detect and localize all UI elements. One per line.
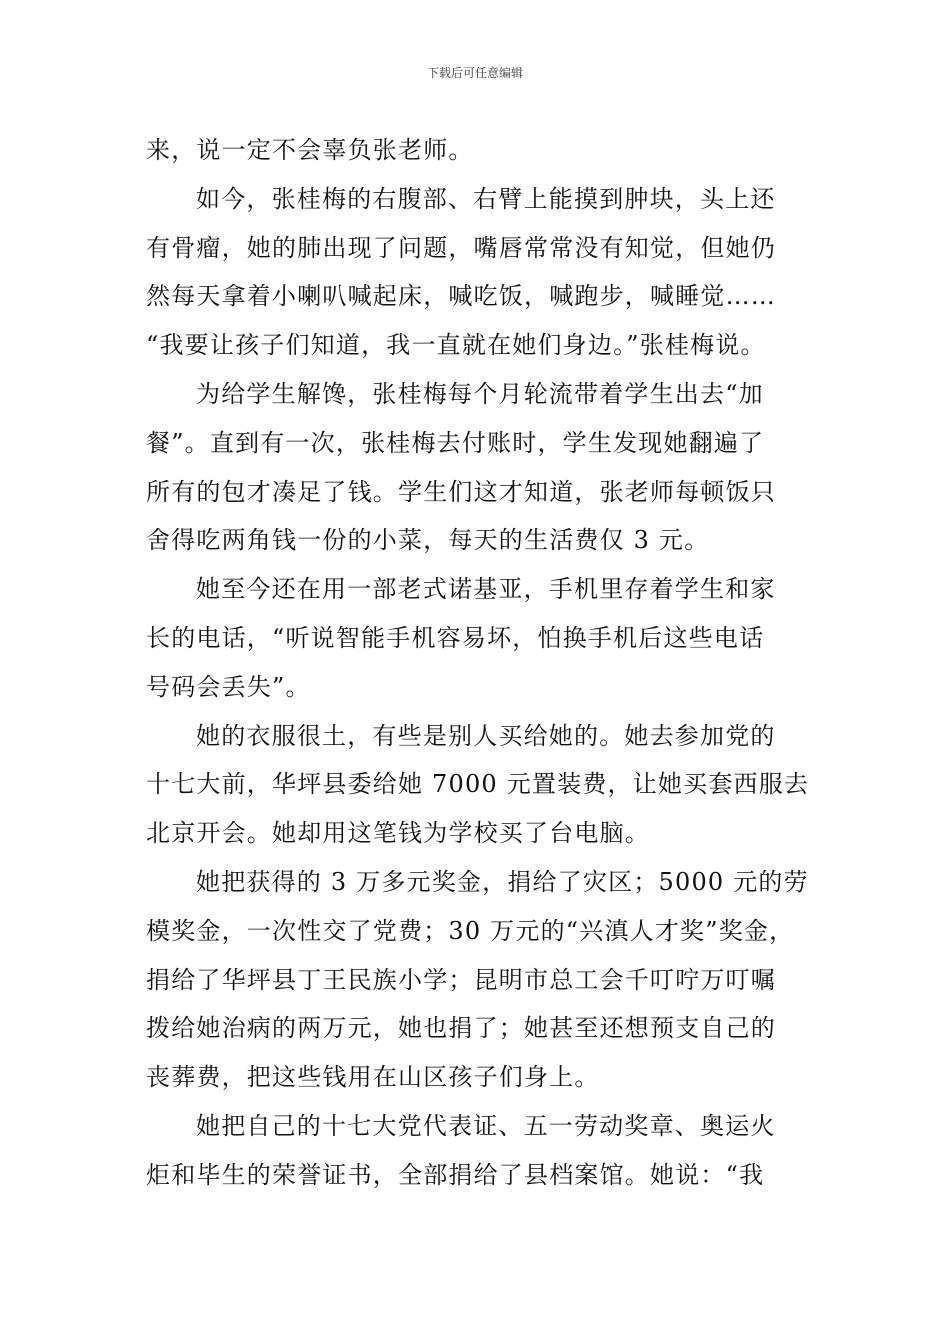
text-line: 来，说一定不会辜负张老师。 (146, 136, 474, 164)
text-line: 拨给她治病的两万元，她也捐了；她甚至还想预支自己的 (146, 1014, 776, 1043)
text-line: 捐给了华坪县丁王民族小学；昆明市总工会千叮咛万叮嘱 (146, 965, 776, 994)
text-line: 丧葬费，把这些钱用在山区孩子们身上。 (146, 1063, 600, 1092)
text-line: “我要让孩子们知道，我一直就在她们身边。”张桂梅说。 (146, 331, 766, 360)
text-line: 然每天拿着小喇叭喊起床，喊吃饭，喊跑步，喊睡觉…… (146, 282, 776, 311)
text-line: 她把获得的 3 万多元奖金，捐给了灾区；5000 元的劳 (196, 867, 809, 896)
text-line: 有骨瘤，她的肺出现了问题，嘴唇常常没有知觉，但她仍 (146, 233, 776, 262)
text-line: 号码会丢失”。 (146, 672, 311, 701)
text-line: 餐”。直到有一次，张桂梅去付账时，学生发现她翻遍了 (146, 428, 765, 457)
text-line: 为给学生解馋，张桂梅每个月轮流带着学生出去“加 (196, 379, 764, 408)
text-line: 模奖金，一次性交了党费；30 万元的“兴滇人才奖”奖金， (146, 916, 795, 945)
text-line: 她至今还在用一部老式诺基亚，手机里存着学生和家 (196, 575, 776, 604)
page-header: 下载后可任意编辑 (426, 66, 523, 80)
text-line: 北京开会。她却用这笔钱为学校买了台电脑。 (146, 819, 650, 848)
text-line: 十七大前，华坪县委给她 7000 元置装费，让她买套西服去 (146, 770, 810, 799)
text-line: 如今，张桂梅的右腹部、右臂上能摸到肿块，头上还 (196, 184, 776, 213)
text-line: 她把自己的十七大党代表证、五一劳动奖章、奥运火 (196, 1111, 776, 1140)
text-line: 舍得吃两角钱一份的小菜，每天的生活费仅 3 元。 (146, 526, 710, 555)
text-line: 所有的包才凑足了钱。学生们这才知道，张老师每顿饭只 (146, 477, 776, 506)
text-line: 她的衣服很土，有些是别人买给她的。她去参加党的 (196, 721, 776, 750)
text-line: 炬和毕生的荣誉证书，全部捐给了县档案馆。她说：“我 (146, 1160, 765, 1189)
text-line: 长的电话，“听说智能手机容易坏，怕换手机后这些电话 (146, 623, 765, 652)
document-body (146, 126, 810, 1200)
